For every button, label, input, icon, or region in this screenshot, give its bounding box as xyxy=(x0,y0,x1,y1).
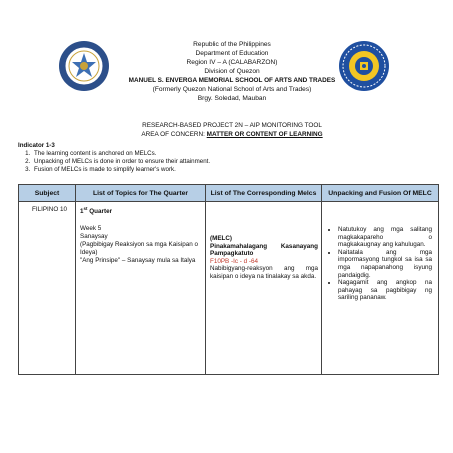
melc-table xyxy=(18,184,439,375)
area-of-concern xyxy=(90,131,374,140)
topic-line: (Pagbibigay Reaksiyon sa mga Kaisipan o Ideya) xyxy=(80,241,198,257)
concern-value: MATTER OR CONTENT OF LEARNING xyxy=(206,130,323,138)
list-item: • Nagagamit ang angkop na pahayag sa pagbibigay ng sariling pananaw. xyxy=(338,279,432,302)
subject-value: FILIPINO 10 xyxy=(32,206,67,213)
concern-label: AREA OF CONCERN: xyxy=(141,130,207,138)
table-header-row xyxy=(19,185,439,202)
school-name: MANUEL S. ENVERGA MEMORIAL SCHOOL OF ARTS AND TRADES xyxy=(128,77,336,84)
header-line: Department of Education xyxy=(195,50,269,57)
unpacking-list xyxy=(328,226,432,302)
indicator-list xyxy=(18,150,210,174)
melc-title: Pinakamahalagang Kasanayang xyxy=(210,242,318,250)
list-item: 3. Fusion of MELCs is made to simplify learner's work. xyxy=(32,166,210,174)
subject-cell xyxy=(19,202,76,375)
topic-line: Sanaysay xyxy=(80,233,108,241)
topic-line: Week 5 xyxy=(80,225,102,233)
header-line: Region IV – A (CALABARZON) xyxy=(186,59,278,66)
school-address: Brgy. Soledad, Mauban xyxy=(197,95,267,102)
indicator-title: Indicator 1-3 xyxy=(18,142,55,149)
melc-title: Pampagkatuto xyxy=(210,250,254,258)
unpacking-cell xyxy=(322,202,439,375)
list-item: 2. Unpacking of MELCs is done in order to ensure their attainment. xyxy=(32,158,210,166)
table-row xyxy=(19,202,439,375)
topic-line: "Ang Prinsipe" – Sanaysay mula sa Italya xyxy=(80,257,196,265)
list-item: • Naitatala ang mga impormasyong tungkol sa isa sa mga napapanahong isyung pandaigdig. xyxy=(338,249,432,279)
tool-name: RESEARCH-BASED PROJECT 2N – AIP MONITORING TOOL xyxy=(142,122,322,129)
column-header: Subject xyxy=(19,185,76,202)
topics-cell xyxy=(76,202,206,375)
quarter-label: 1st Quarter xyxy=(80,206,113,216)
list-item: • Natutukoy ang mga salitang magkakapareho o magkakaugnay ang kahulugan. xyxy=(338,226,432,249)
former-name: (Formerly Quezon National School of Arts and Trades) xyxy=(152,86,312,93)
header-line: Division of Quezon xyxy=(204,68,260,75)
column-header: Unpacking and Fusion Of MELC xyxy=(322,185,439,202)
tool-title xyxy=(90,122,374,139)
column-header: List of Topics for The Quarter xyxy=(76,185,206,202)
melc-heading: (MELC) xyxy=(210,235,233,242)
melc-text: Nabibigyang-reaksyon ang mga kaisipan o ideya na tinalakay sa akda. xyxy=(210,265,318,280)
letterhead xyxy=(90,40,374,103)
header-line: Republic of the Philippines xyxy=(193,41,271,48)
list-item: 1. The learning content is anchored on MELCs. xyxy=(32,150,210,158)
melc-code: F10PB -Ic - d -64 xyxy=(210,257,258,265)
indicator-section xyxy=(18,142,210,174)
column-header: List of The Corresponding Melcs xyxy=(206,185,322,202)
melcs-cell xyxy=(206,202,322,375)
